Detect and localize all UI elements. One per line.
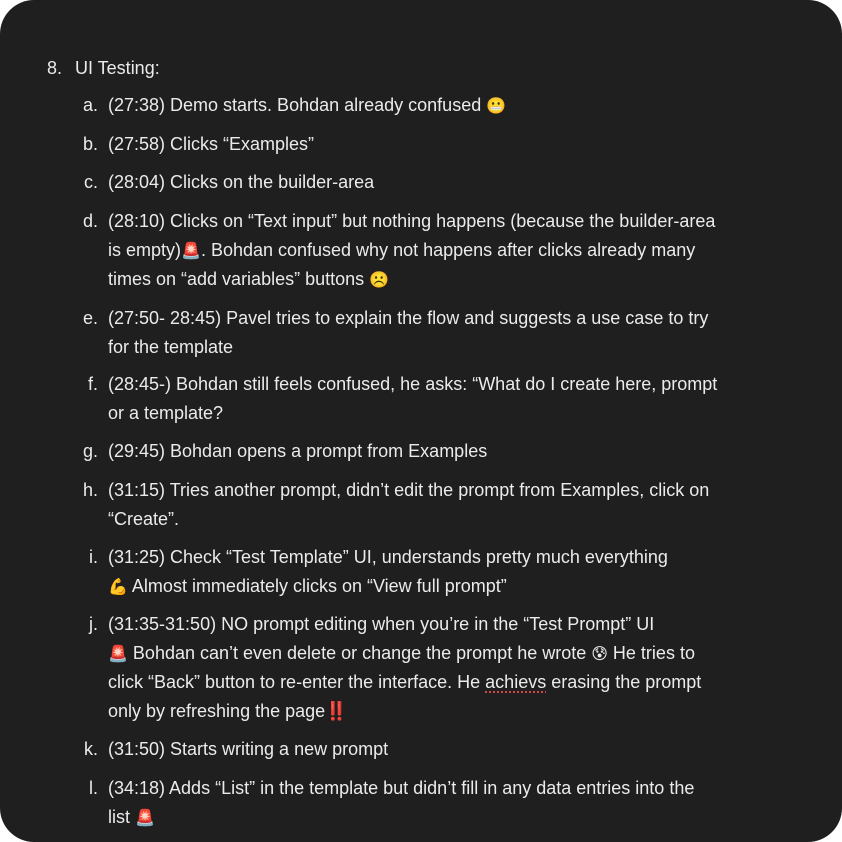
item-text: (28:04) Clicks on the builder-area bbox=[108, 172, 375, 192]
item-text: or a template? bbox=[108, 403, 224, 423]
item-text: (27:50- 28:45) Pavel tries to explain the flow and suggests a use case to try bbox=[108, 308, 709, 328]
item-text: list bbox=[108, 807, 135, 827]
item-text: He tries to bbox=[607, 643, 695, 663]
item-text: times on “add variables” buttons bbox=[108, 269, 370, 289]
item-text: (31:35-31:50) NO prompt editing when you’re in the “Test Prompt” UI bbox=[108, 614, 655, 634]
section-heading bbox=[47, 56, 160, 80]
item-text: Almost immediately clicks on “View full prompt” bbox=[127, 576, 507, 596]
item-text: (29:45) Bohdan opens a prompt from Examples bbox=[108, 441, 488, 461]
item-text: for the template bbox=[108, 337, 234, 357]
item-letter: f. bbox=[87, 374, 98, 394]
item-letter: k. bbox=[83, 739, 98, 759]
double-exclamation-icon: ‼️ bbox=[325, 701, 348, 721]
item-text: . Bohdan confused why not happens after clicks already many bbox=[200, 240, 696, 260]
item-letter: a. bbox=[82, 95, 98, 115]
item-letter: c. bbox=[83, 172, 98, 192]
item-text: Bohdan can’t even delete or change the prompt he wrote bbox=[127, 643, 592, 663]
item-text: (27:38) Demo starts. Bohdan already confused bbox=[108, 95, 487, 115]
item-text: “Create”. bbox=[108, 509, 180, 529]
item-text: (31:50) Starts writing a new prompt bbox=[108, 739, 389, 759]
section-number: 8. bbox=[47, 58, 63, 78]
item-text: (28:45-) Bohdan still feels confused, he asks: “What do I create here, prompt bbox=[108, 374, 718, 394]
item-text: erasing the prompt bbox=[546, 672, 702, 692]
siren-emoji-icon: 🚨 bbox=[108, 644, 128, 663]
item-letter: g. bbox=[82, 441, 98, 461]
muscle-emoji-icon: 💪 bbox=[108, 577, 128, 596]
section-title: UI Testing: bbox=[75, 58, 160, 78]
frown-emoji-icon: ☹️ bbox=[369, 270, 390, 289]
item-text: only by refreshing the page bbox=[108, 701, 326, 721]
item-letter: i. bbox=[89, 547, 98, 567]
item-text: (28:10) Clicks on “Text input” but nothing happens (because the builder-area bbox=[108, 211, 716, 231]
item-text: (27:58) Clicks “Examples” bbox=[108, 134, 315, 154]
siren-emoji-icon: 🚨 bbox=[181, 241, 201, 260]
item-text: (31:15) Tries another prompt, didn’t edit the prompt from Examples, click on bbox=[108, 480, 710, 500]
item-text: (31:25) Check “Test Template” UI, understands pretty much everything bbox=[108, 547, 668, 567]
item-letter: b. bbox=[82, 134, 98, 154]
item-letter: e. bbox=[82, 308, 98, 328]
item-letter: d. bbox=[82, 211, 98, 231]
item-letter: j. bbox=[89, 614, 98, 634]
misspelled-word: achievs bbox=[485, 672, 547, 692]
siren-emoji-icon: 🚨 bbox=[135, 808, 155, 827]
item-text: is empty) bbox=[108, 240, 182, 260]
anxious-emoji-icon: 😰 bbox=[591, 644, 608, 663]
grimace-emoji-icon: 😬 bbox=[486, 96, 507, 115]
item-text: click “Back” button to re-enter the interface. He bbox=[108, 672, 486, 692]
item-letter: h. bbox=[82, 480, 98, 500]
item-text: (34:18) Adds “List” in the template but didn’t fill in any data entries into the bbox=[108, 778, 695, 798]
item-letter: l. bbox=[89, 778, 98, 798]
